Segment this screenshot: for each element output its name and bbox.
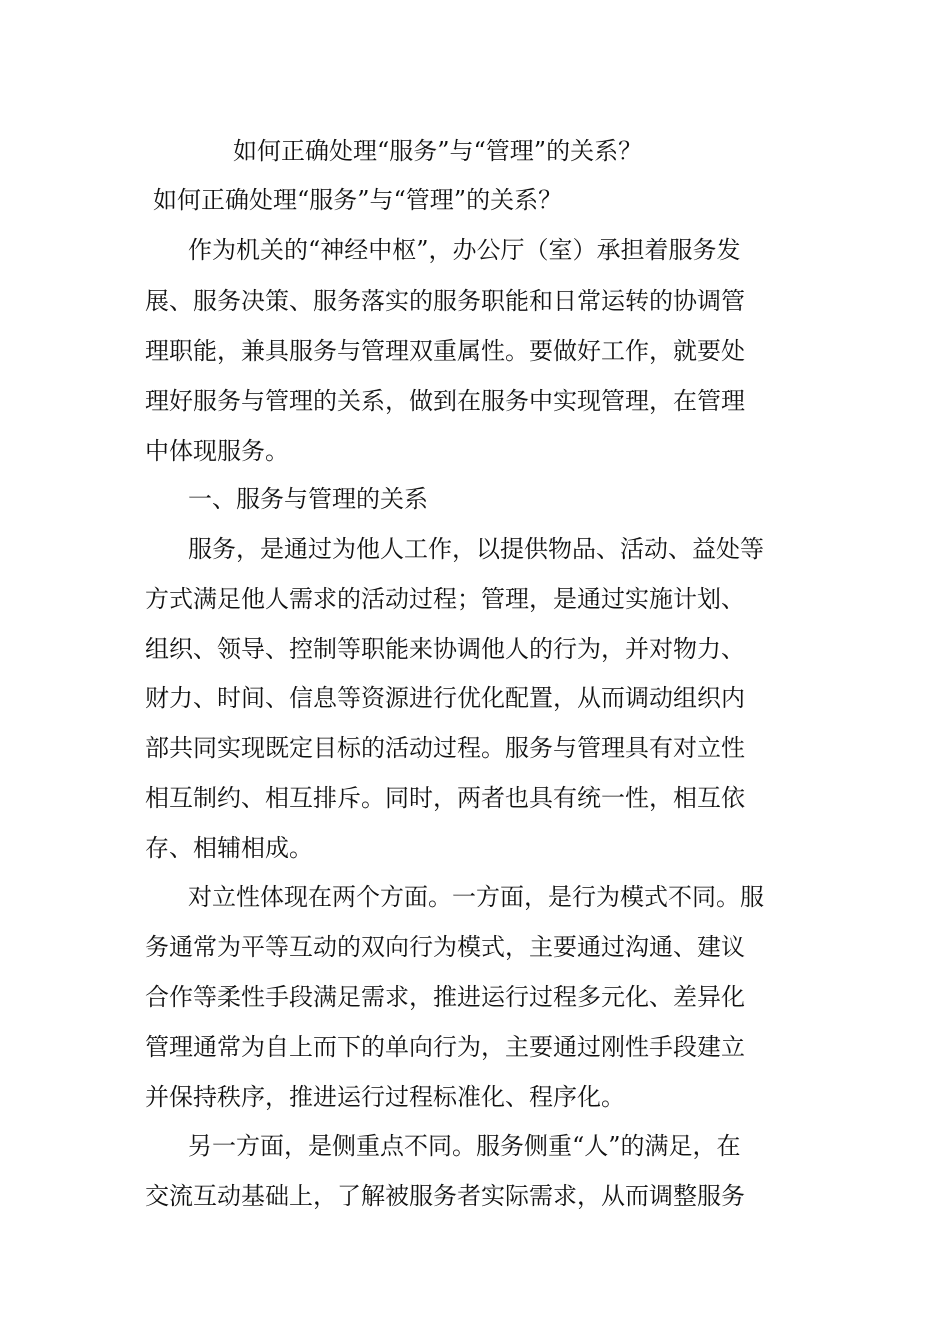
paragraph-line: 组织、领导、控制等职能来协调他人的行为，并对物力、 (145, 635, 745, 663)
paragraph-line: 合作等柔性手段满足需求，推进运行过程多元化、差异化 (145, 983, 745, 1011)
document-title: 如何正确处理“服务”与“管理”的关系？ (233, 137, 643, 165)
document-subtitle: 如何正确处理“服务”与“管理”的关系？ (153, 186, 563, 214)
paragraph-line: 管理通常为自上而下的单向行为，主要通过刚性手段建立 (145, 1033, 745, 1061)
paragraph-line: 并保持秩序，推进运行过程标准化、程序化。 (145, 1083, 625, 1111)
paragraph-line: 方式满足他人需求的活动过程；管理，是通过实施计划、 (145, 585, 745, 613)
paragraph-line: 展、服务决策、服务落实的服务职能和日常运转的协调管 (145, 287, 745, 315)
paragraph-line: 另一方面，是侧重点不同。服务侧重“人”的满足，在 (188, 1132, 741, 1160)
paragraph-line: 对立性体现在两个方面。一方面，是行为模式不同。服 (188, 883, 764, 911)
paragraph-line: 作为机关的“神经中枢”，办公厅（室）承担着服务发 (188, 236, 741, 264)
paragraph-line: 理职能，兼具服务与管理双重属性。要做好工作，就要处 (145, 337, 745, 365)
paragraph-line: 交流互动基础上，了解被服务者实际需求，从而调整服务 (145, 1182, 745, 1210)
paragraph-line: 存、相辅相成。 (145, 834, 313, 862)
paragraph-line: 务通常为平等互动的双向行为模式，主要通过沟通、建议 (145, 933, 745, 961)
paragraph-line: 中体现服务。 (145, 437, 289, 465)
paragraph-line: 财力、时间、信息等资源进行优化配置，从而调动组织内 (145, 684, 745, 712)
paragraph-line: 部共同实现既定目标的活动过程。服务与管理具有对立性 (145, 734, 745, 762)
paragraph-line: 服务，是通过为他人工作，以提供物品、活动、益处等 (188, 535, 764, 563)
paragraph-line: 相互制约、相互排斥。同时，两者也具有统一性，相互依 (145, 784, 745, 812)
paragraph-line: 理好服务与管理的关系，做到在服务中实现管理，在管理 (145, 387, 745, 415)
section-heading: 一、服务与管理的关系 (188, 485, 428, 513)
